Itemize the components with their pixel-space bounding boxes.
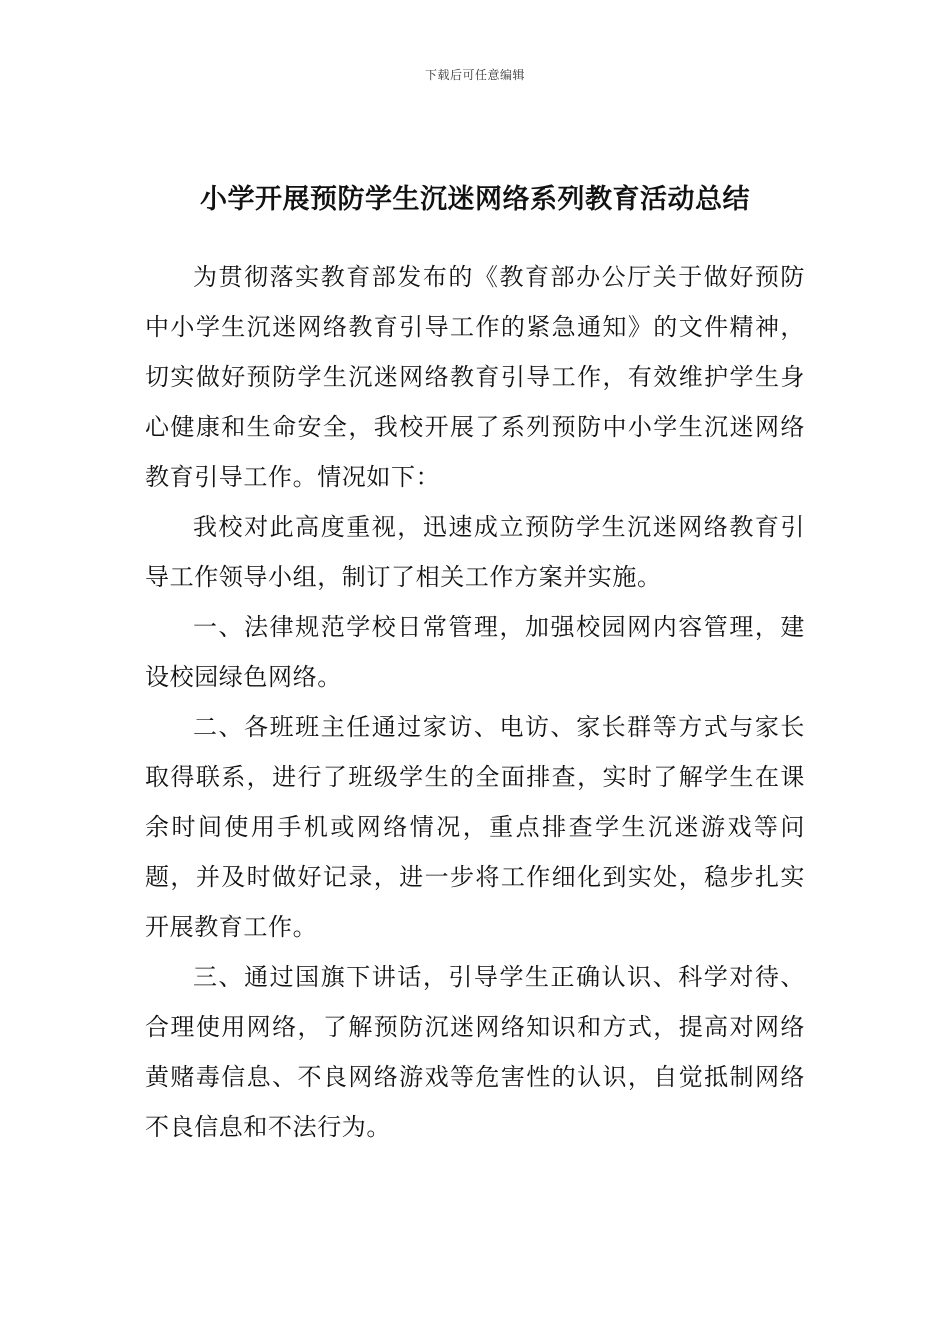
paragraph-item-2: 二、各班班主任通过家访、电访、家长群等方式与家长取得联系，进行了班级学生的全面排查，实时了解学生在课余时间使用手机或网络情况，重点排查学生沉迷游戏等问题，并及时做好记录，进一步将工作细化到实处，稳步扎实开展教育工作。 xyxy=(145,713,805,941)
document-body xyxy=(145,252,805,1152)
paragraph-intro: 为贯彻落实教育部发布的《教育部办公厅关于做好预防中小学生沉迷网络教育引导工作的紧急通知》的文件精神，切实做好预防学生沉迷网络教育引导工作，有效维护学生身心健康和生命安全，我校开展了系列预防中小学生沉迷网络教育引导工作。情况如下： xyxy=(145,263,805,491)
document-title: 小学开展预防学生沉迷网络系列教育活动总结 xyxy=(200,184,750,215)
paragraph-leadership: 我校对此高度重视，迅速成立预防学生沉迷网络教育引导工作领导小组，制订了相关工作方案并实施。 xyxy=(145,513,805,591)
header-note: 下载后可任意编辑 xyxy=(424,68,525,82)
paragraph-item-3: 三、通过国旗下讲话，引导学生正确认识、科学对待、合理使用网络，了解预防沉迷网络知识和方式，提高对网络黄赌毒信息、不良网络游戏等危害性的认识，自觉抵制网络不良信息和不法行为。 xyxy=(145,963,805,1141)
paragraph-item-1: 一、法律规范学校日常管理，加强校园网内容管理，建设校园绿色网络。 xyxy=(145,613,805,691)
